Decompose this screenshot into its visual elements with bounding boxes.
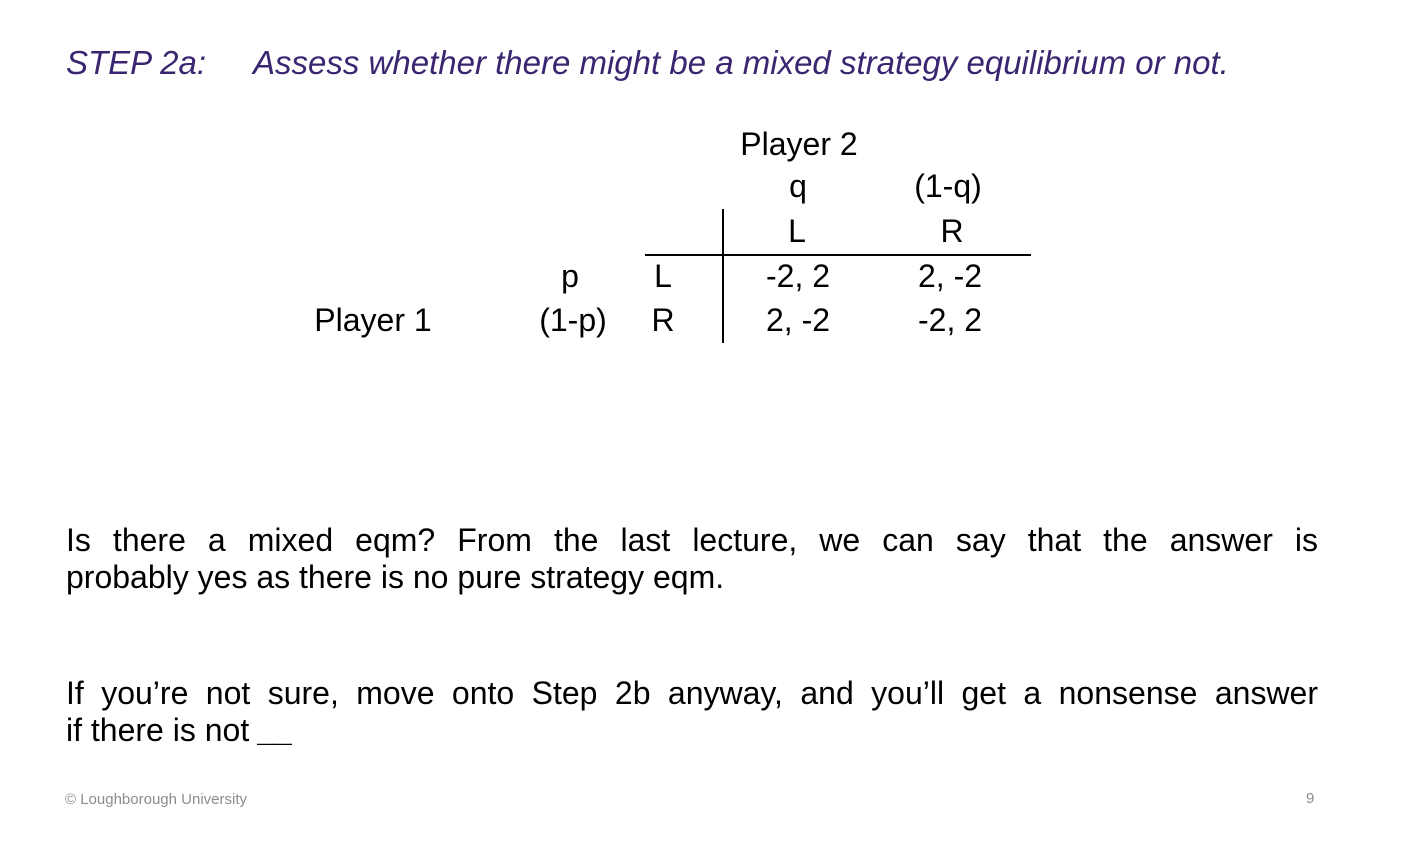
paragraph-step2b (66, 675, 1318, 749)
slide-title (66, 44, 1229, 82)
matrix-horizontal-rule (645, 254, 1031, 256)
col-header-R: R (940, 213, 964, 249)
col-prob-q: q (789, 168, 807, 204)
paragraph-mixed-eqm-line1: Is there a mixed eqm? From the last lecture, we can say that the answer is (66, 522, 1318, 558)
row-header-L: L (654, 258, 672, 294)
payoff-cell-RL: 2, -2 (765, 302, 831, 338)
paragraph-mixed-eqm-line2: probably yes as there is no pure strategy eqm. (66, 559, 725, 595)
footer-page-number: 9 (1306, 790, 1315, 807)
payoff-cell-LL: -2, 2 (765, 258, 831, 294)
blank-underscore-mark: __ (257, 712, 291, 748)
payoff-cell-LR: 2, -2 (917, 258, 983, 294)
player2-label: Player 2 (740, 126, 858, 162)
payoff-cell-RR: -2, 2 (917, 302, 983, 338)
player1-label: Player 1 (314, 302, 432, 338)
slide-title-step-label: STEP 2a: (66, 44, 207, 81)
row-header-R: R (651, 302, 675, 338)
slide-title-text: Assess whether there might be a mixed strategy equilibrium or not. (253, 44, 1229, 81)
footer-copyright: © Loughborough University (65, 791, 247, 808)
paragraph-step2b-line1: If you’re not sure, move onto Step 2b anyway, and you’ll get a nonsense answer (66, 675, 1318, 711)
row-prob-1-p: (1-p) (539, 302, 607, 338)
row-prob-p: p (561, 258, 579, 294)
paragraph-mixed-eqm (66, 522, 1318, 596)
col-header-L: L (788, 213, 806, 249)
col-prob-1-q: (1-q) (914, 168, 982, 204)
paragraph-step2b-line2-text: if there is not (66, 712, 250, 748)
matrix-vertical-rule (722, 209, 724, 343)
paragraph-step2b-line2 (66, 712, 1318, 749)
